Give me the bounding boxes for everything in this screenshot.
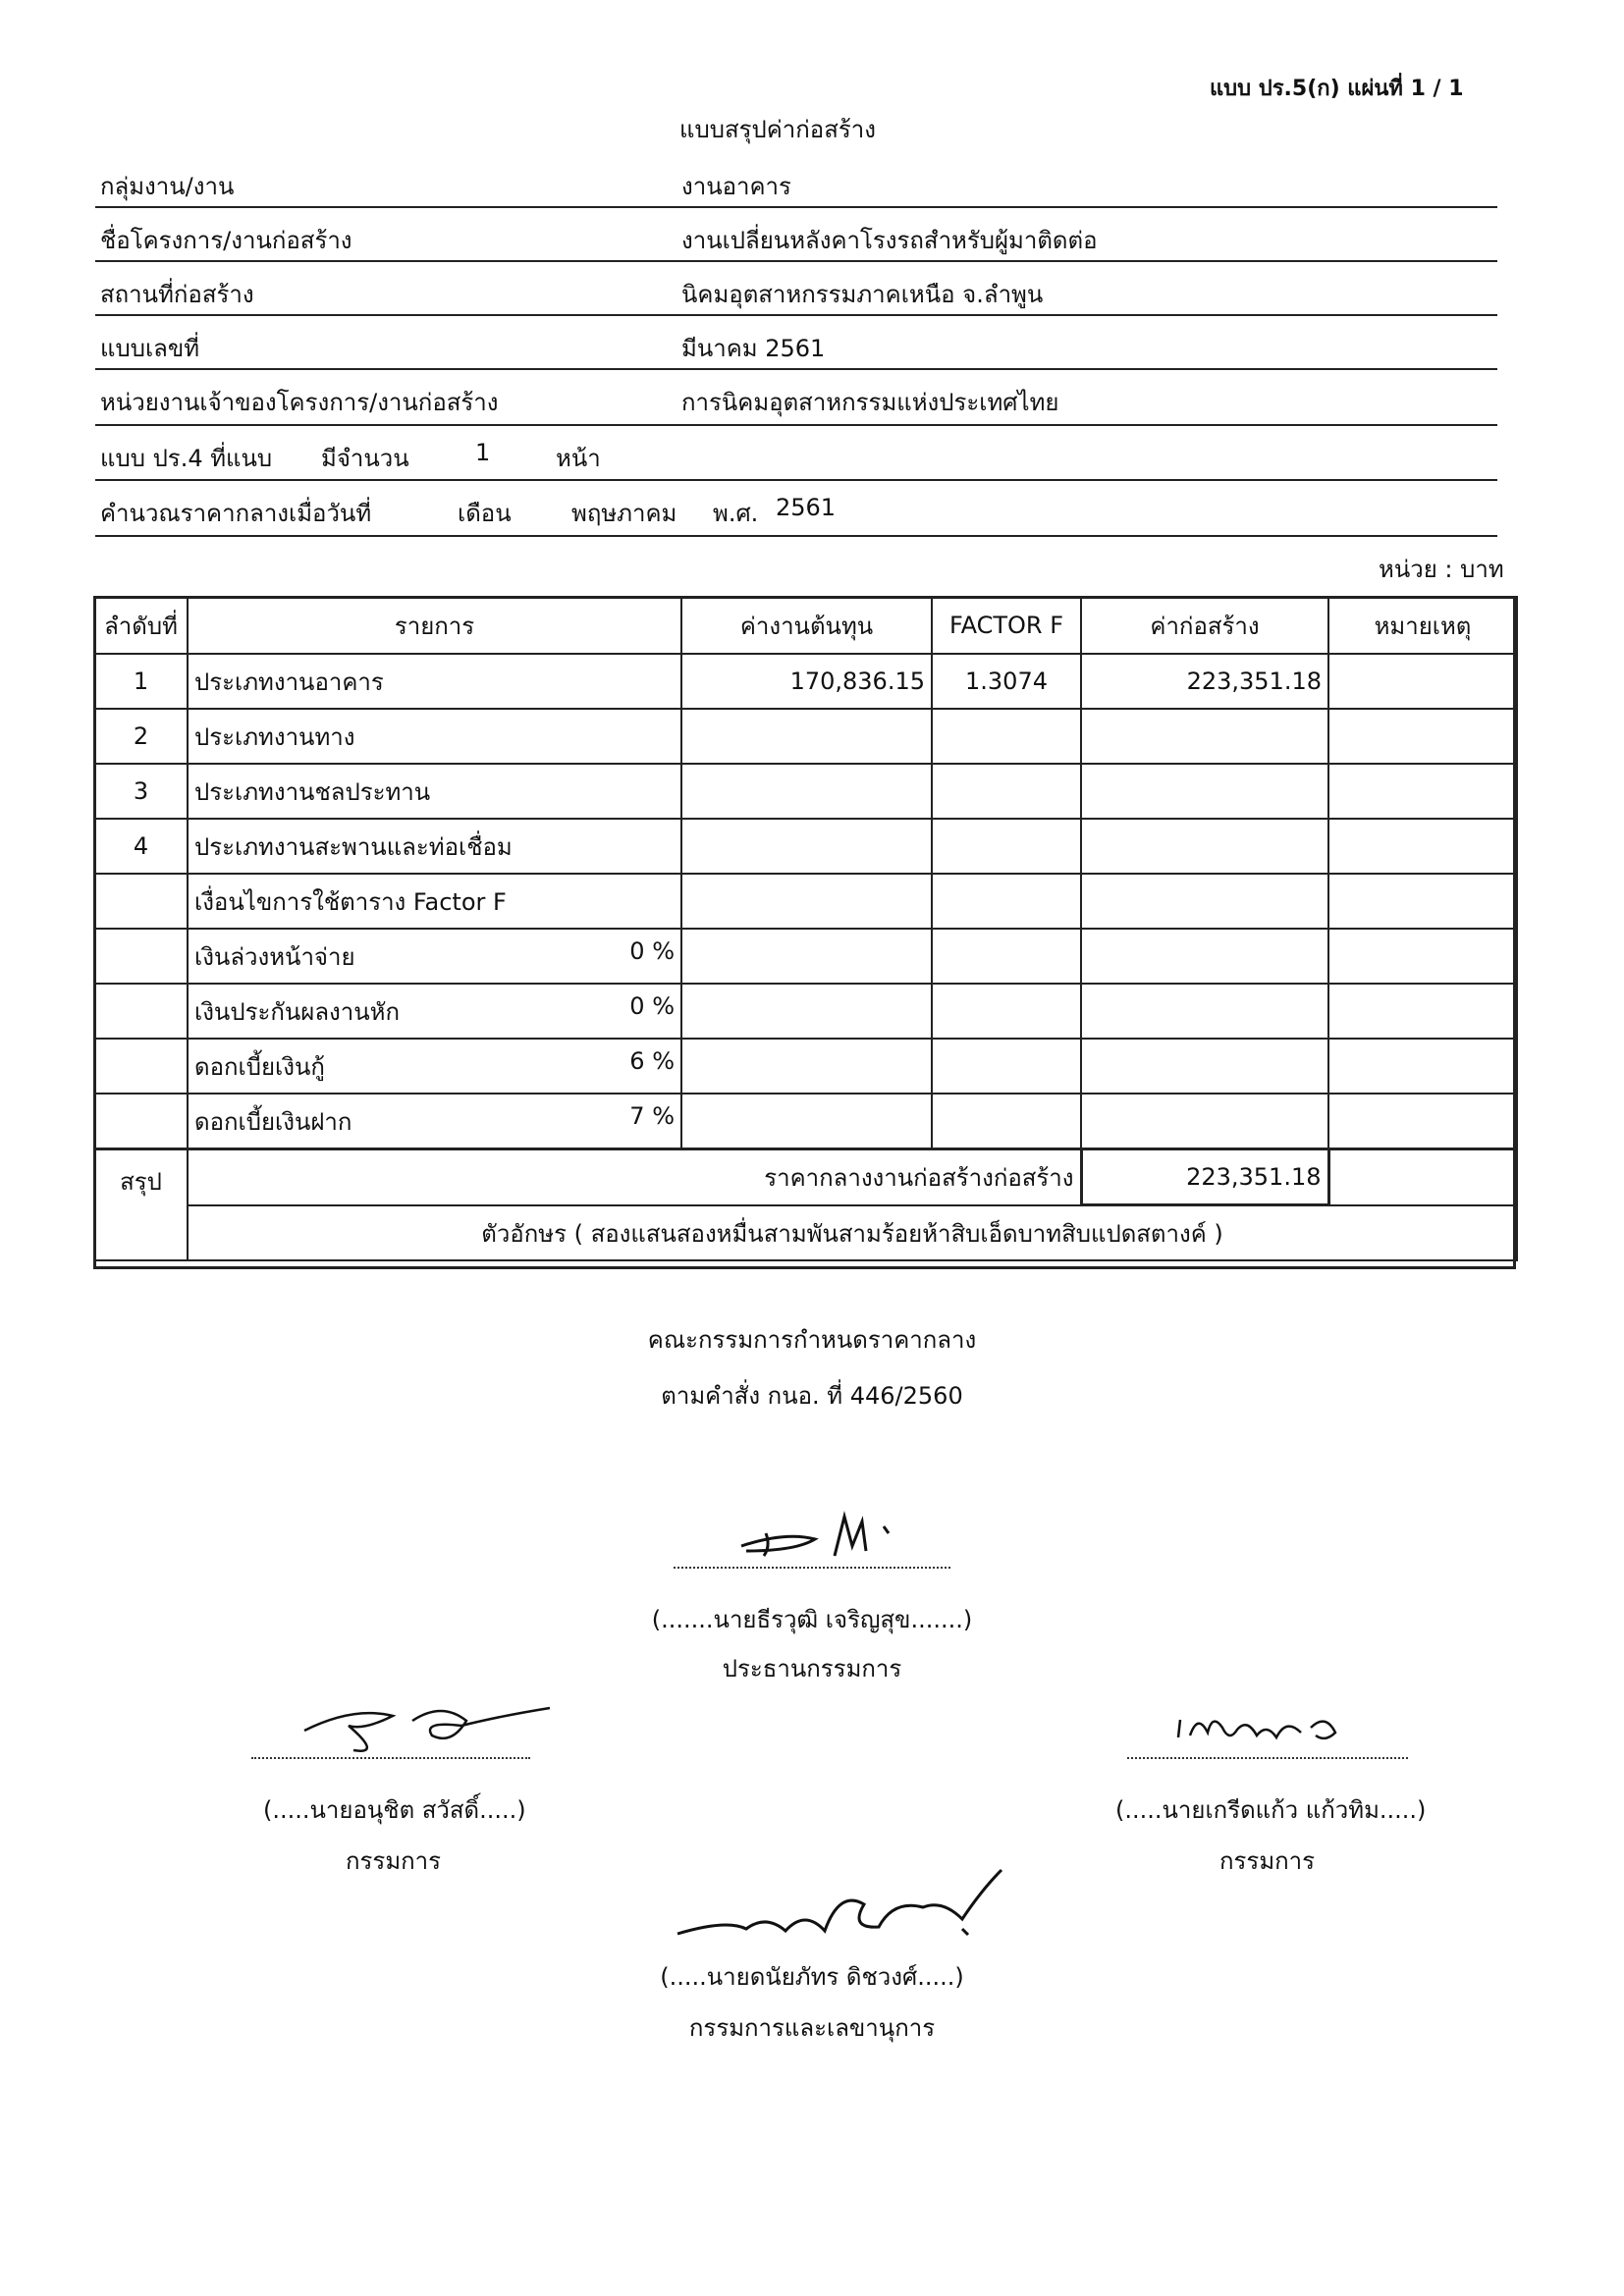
info-value-plan: มีนาคม 2561 (681, 335, 826, 362)
row-item-label: ประเภทงานชลประทาน (194, 777, 431, 806)
row-factor (932, 874, 1081, 929)
attach-prefix: แบบ ปร.4 ที่แนบ (100, 445, 273, 472)
row-item-label: ประเภทงานสะพานและท่อเชื่อม (194, 832, 513, 861)
row-note (1328, 1039, 1517, 1094)
row-note (1328, 709, 1517, 764)
divider (95, 206, 1497, 208)
row-factor (932, 1094, 1081, 1149)
row-construction (1081, 1039, 1328, 1094)
member1-signature (295, 1686, 560, 1765)
row-construction (1081, 984, 1328, 1039)
calc-year: 2561 (776, 494, 837, 521)
table-row (94, 1039, 1517, 1094)
row-no: 2 (94, 709, 188, 764)
row-cost (681, 984, 932, 1039)
table-row (94, 874, 1517, 929)
row-no (94, 874, 188, 929)
row-note (1328, 929, 1517, 984)
row-no (94, 1094, 188, 1149)
row-item (188, 984, 681, 1039)
row-note (1328, 764, 1517, 819)
row-no (94, 1039, 188, 1094)
calc-year-label: พ.ศ. (713, 500, 759, 527)
summary-note (1328, 1149, 1517, 1205)
row-construction: 223,351.18 (1081, 654, 1328, 709)
row-no: 1 (94, 654, 188, 709)
row-item-label: ดอกเบี้ยเงินฝาก (194, 1107, 352, 1136)
table-row (94, 984, 1517, 1039)
unit-note: หน่วย : บาท (1379, 556, 1504, 583)
row-construction (1081, 819, 1328, 874)
row-item-label: ดอกเบี้ยเงินกู้ (194, 1052, 325, 1081)
row-item-label: เงินประกันผลงานหัก (194, 997, 401, 1026)
attach-unit: หน้า (556, 445, 601, 472)
chair-signature-line (674, 1567, 950, 1569)
header-note: หมายเหตุ (1328, 597, 1517, 654)
summary-words: ตัวอักษร ( สองแสนสองหมื่นสามพันสามร้อยห้าสิบเอ็ดบาทสิบแปดสตางค์ ) (188, 1205, 1517, 1261)
secretary-signature (668, 1860, 1021, 1958)
row-pct: 6 % (629, 1046, 675, 1075)
row-construction (1081, 874, 1328, 929)
row-item-label: เงื่อนไขการใช้ตาราง Factor F (194, 887, 507, 916)
row-cost (681, 1094, 932, 1149)
table-row (94, 654, 1517, 709)
committee-order: ตามคำสั่ง กนอ. ที่ 446/2560 (661, 1382, 963, 1410)
committee-title: คณะกรรมการกำหนดราคากลาง (647, 1326, 977, 1354)
attach-count: 1 (475, 439, 491, 466)
header-item: รายการ (188, 597, 681, 654)
row-item (188, 764, 681, 819)
row-factor (932, 929, 1081, 984)
summary-text: ราคากลางงานก่อสร้างก่อสร้าง (188, 1149, 1081, 1205)
member2-signature (1168, 1698, 1365, 1757)
info-value-location: นิคมอุตสาหกรรมภาคเหนือ จ.ลำพูน (681, 281, 1044, 308)
row-pct: 7 % (629, 1101, 675, 1130)
row-cost (681, 709, 932, 764)
row-item (188, 654, 681, 709)
row-item-label: เงินล่วงหน้าจ่าย (194, 942, 355, 971)
info-label-project: ชื่อโครงการ/งานก่อสร้าง (100, 227, 352, 254)
row-pct: 0 % (629, 936, 675, 965)
row-no: 4 (94, 819, 188, 874)
row-no: 3 (94, 764, 188, 819)
info-value-group: งานอาคาร (681, 173, 791, 200)
attach-count-label: มีจำนวน (321, 445, 409, 472)
table-row (94, 764, 1517, 819)
info-value-owner: การนิคมอุตสาหกรรมแห่งประเทศไทย (681, 389, 1059, 416)
info-label-group: กลุ่มงาน/งาน (100, 173, 235, 200)
row-cost (681, 929, 932, 984)
info-label-owner: หน่วยงานเจ้าของโครงการ/งานก่อสร้าง (100, 389, 499, 416)
row-construction (1081, 709, 1328, 764)
chair-signature (727, 1502, 962, 1571)
info-label-plan: แบบเลขที่ (100, 335, 200, 362)
cost-table (93, 596, 1518, 1261)
row-factor (932, 984, 1081, 1039)
row-item (188, 874, 681, 929)
row-item (188, 1039, 681, 1094)
row-no (94, 929, 188, 984)
secretary-name: (.....นายดนัยภัทร ดิชวงศ์.....) (660, 1963, 964, 1991)
row-cost (681, 1039, 932, 1094)
row-pct: 0 % (629, 991, 675, 1020)
table-row (94, 1094, 1517, 1149)
row-construction (1081, 1094, 1328, 1149)
member2-name: (.....นายเกรีดแก้ว แก้วทิม.....) (1115, 1796, 1427, 1824)
table-row (94, 929, 1517, 984)
form-number: แบบ ปร.5(ก) แผ่นที่ 1 / 1 (1210, 77, 1464, 101)
member1-name: (.....นายอนุชิต สวัสดิ์.....) (263, 1796, 526, 1824)
secretary-role: กรรมการและเลขานุการ (688, 2014, 936, 2042)
divider (95, 260, 1497, 262)
row-factor: 1.3074 (932, 654, 1081, 709)
divider (95, 368, 1497, 370)
calc-month-label: เดือน (458, 500, 512, 527)
row-note (1328, 654, 1517, 709)
page-title: แบบสรุปค่าก่อสร้าง (679, 116, 876, 143)
chair-name: (.......นายธีรวุฒิ เจริญสุข.......) (651, 1606, 973, 1633)
row-factor (932, 764, 1081, 819)
row-note (1328, 874, 1517, 929)
header-no: ลำดับที่ (94, 597, 188, 654)
summary-label: สรุป (94, 1149, 188, 1261)
row-note (1328, 984, 1517, 1039)
row-factor (932, 709, 1081, 764)
member1-signature-line (251, 1757, 530, 1759)
calc-month: พฤษภาคม (571, 500, 677, 527)
row-cost (681, 764, 932, 819)
member2-signature-line (1127, 1757, 1408, 1759)
row-item (188, 929, 681, 984)
row-note (1328, 1094, 1517, 1149)
summary-words-row (94, 1205, 1517, 1261)
divider (95, 314, 1497, 316)
summary-row (94, 1149, 1517, 1205)
row-cost (681, 874, 932, 929)
row-cost: 170,836.15 (681, 654, 932, 709)
header-construction: ค่าก่อสร้าง (1081, 597, 1328, 654)
calc-label: คำนวณราคากลางเมื่อวันที่ (100, 500, 372, 527)
table-row (94, 819, 1517, 874)
info-label-location: สถานที่ก่อสร้าง (100, 281, 254, 308)
header-cost: ค่างานต้นทุน (681, 597, 932, 654)
row-item (188, 1094, 681, 1149)
row-factor (932, 819, 1081, 874)
row-item (188, 709, 681, 764)
member1-role: กรรมการ (346, 1847, 442, 1875)
row-factor (932, 1039, 1081, 1094)
row-construction (1081, 764, 1328, 819)
row-cost (681, 819, 932, 874)
table-header-row (94, 597, 1517, 654)
member2-role: กรรมการ (1219, 1847, 1316, 1875)
chair-role: ประธานกรรมการ (722, 1655, 902, 1682)
summary-value: 223,351.18 (1081, 1149, 1328, 1205)
divider (95, 535, 1497, 537)
row-note (1328, 819, 1517, 874)
row-item (188, 819, 681, 874)
info-value-project: งานเปลี่ยนหลังคาโรงรถสำหรับผู้มาติดต่อ (681, 227, 1098, 254)
header-factor: FACTOR F (932, 597, 1081, 654)
table-row (94, 709, 1517, 764)
divider (95, 424, 1497, 426)
row-item-label: ประเภทงานทาง (194, 722, 355, 751)
row-item-label: ประเภทงานอาคาร (194, 667, 384, 696)
row-no (94, 984, 188, 1039)
row-construction (1081, 929, 1328, 984)
divider (95, 479, 1497, 481)
